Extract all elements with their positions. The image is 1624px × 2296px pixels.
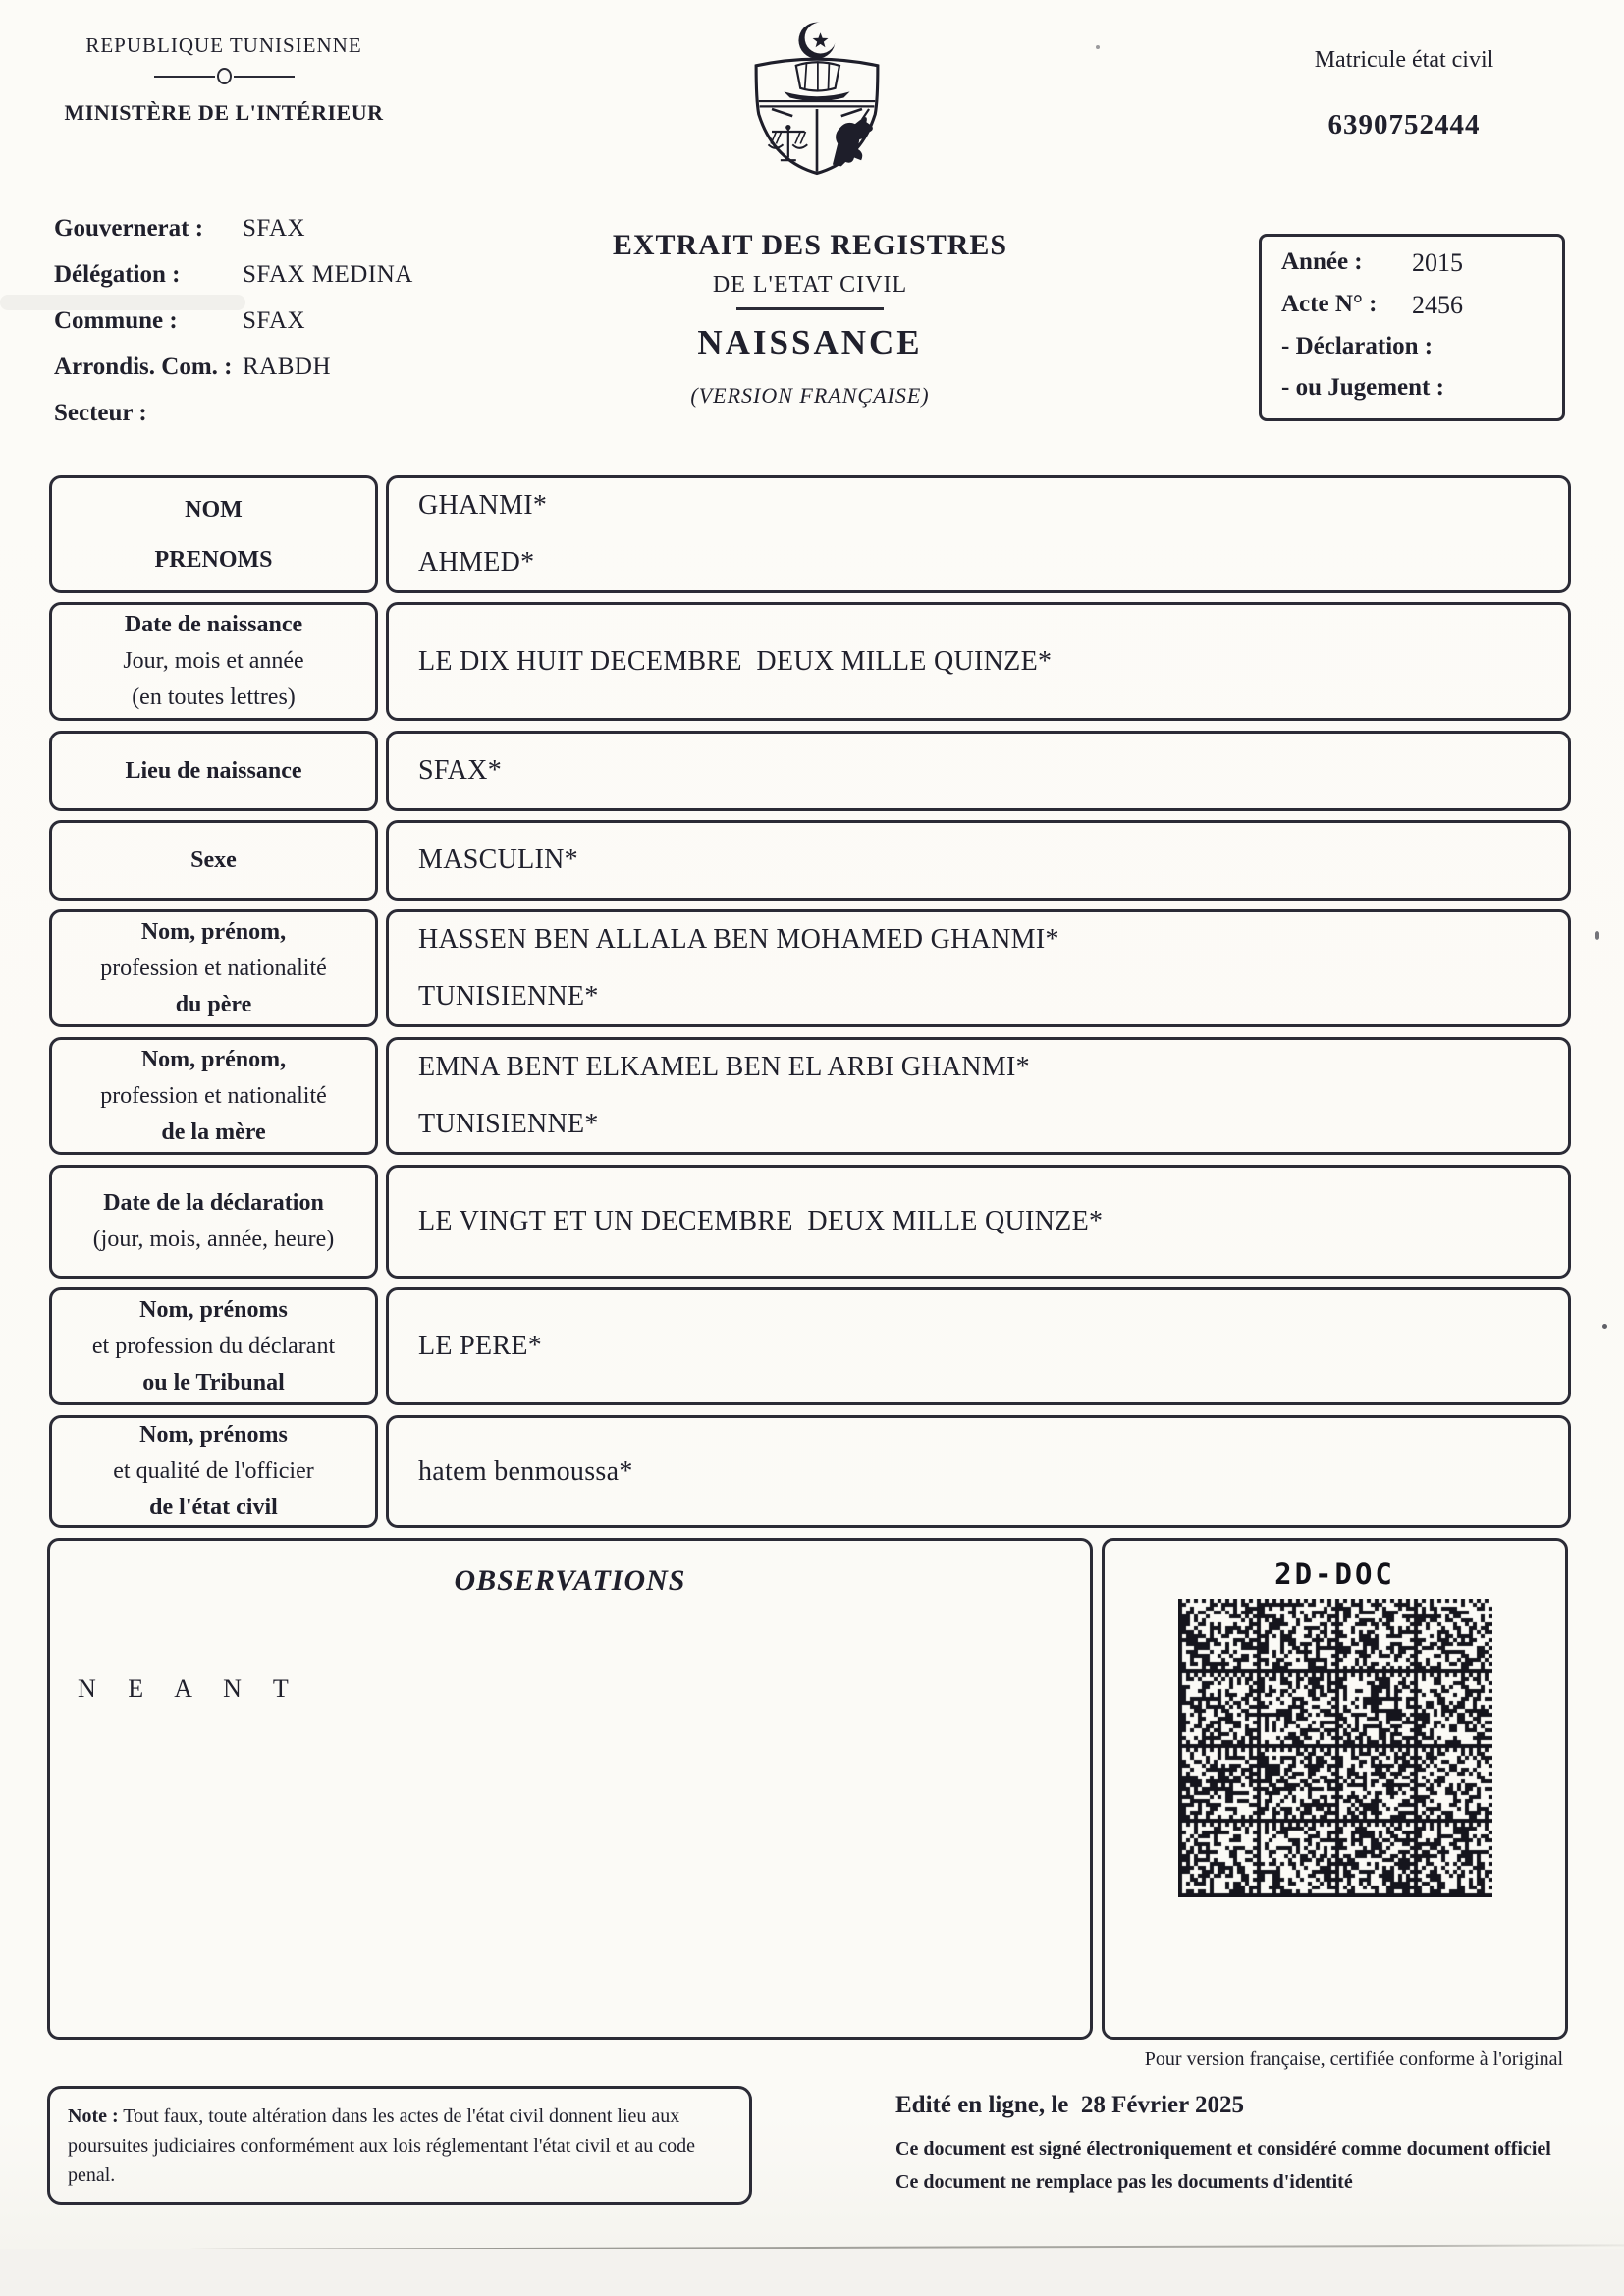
declaration-date-value: LE VINGT ET UN DECEMBRE DEUX MILLE QUINZE* bbox=[418, 1206, 1104, 1236]
table-row-declaration-date bbox=[49, 1165, 1571, 1279]
arrondissement-row bbox=[54, 353, 623, 382]
republic-title: REPUBLIQUE TUNISIENNE bbox=[85, 33, 362, 57]
mother-label3: de la mère bbox=[161, 1119, 266, 1145]
birth-date-value-cell bbox=[386, 602, 1571, 721]
jugement-label: - ou Jugement : bbox=[1281, 374, 1444, 402]
commune-value: SFAX bbox=[243, 307, 306, 334]
2d-doc-box bbox=[1102, 1538, 1568, 2040]
commune-label: Commune : bbox=[54, 307, 178, 334]
table-row-father bbox=[49, 909, 1571, 1027]
acte-number-row bbox=[1281, 290, 1543, 320]
sex-label: Sexe bbox=[190, 847, 237, 873]
officer-label-cell bbox=[49, 1415, 378, 1528]
declarant-label-cell bbox=[49, 1287, 378, 1405]
annee-value: 2015 bbox=[1412, 248, 1463, 277]
mother-label-cell bbox=[49, 1037, 378, 1155]
table-row-sex bbox=[49, 820, 1571, 901]
title-version: (VERSION FRANÇAISE) bbox=[690, 383, 930, 408]
divider-line bbox=[234, 76, 295, 78]
region-block bbox=[54, 214, 623, 445]
observations-box bbox=[47, 1538, 1093, 2040]
tunisia-coat-of-arms-icon bbox=[729, 12, 905, 182]
birth-date-value: LE DIX HUIT DECEMBRE DEUX MILLE QUINZE* bbox=[418, 645, 1053, 677]
arrondissement-label: Arrondis. Com. : bbox=[54, 354, 233, 380]
sex-value: MASCULIN* bbox=[418, 845, 578, 875]
father-label-cell bbox=[49, 909, 378, 1027]
father-name-value: HASSEN BEN ALLALA BEN MOHAMED GHANMI* bbox=[418, 924, 1059, 955]
secteur-label: Secteur : bbox=[54, 400, 147, 426]
legal-note-box bbox=[47, 2086, 752, 2205]
birth-place-value-cell bbox=[386, 731, 1571, 811]
delegation-row bbox=[54, 260, 623, 290]
table-row-birth-date bbox=[49, 602, 1571, 721]
2d-doc-label: 2D-DOC bbox=[1274, 1558, 1395, 1591]
officer-value: hatem benmoussa* bbox=[418, 1455, 633, 1487]
annee-row bbox=[1281, 247, 1543, 278]
acte-number-value: 2456 bbox=[1412, 291, 1463, 320]
birth-date-label: Date de naissance bbox=[124, 612, 303, 637]
table-row-mother bbox=[49, 1037, 1571, 1155]
signed-electronically-line: Ce document est signé électroniquement et considéré comme document officiel bbox=[895, 2138, 1551, 2159]
footer-right-block bbox=[895, 2092, 1602, 2194]
commune-row bbox=[54, 306, 623, 336]
mother-label1: Nom, prénom, bbox=[140, 1046, 287, 1072]
declaration-row bbox=[1281, 332, 1543, 361]
mother-value-cell bbox=[386, 1037, 1571, 1155]
father-label2: profession et nationalité bbox=[100, 955, 327, 981]
father-value-cell bbox=[386, 909, 1571, 1027]
officer-label2: et qualité de l'officier bbox=[113, 1458, 314, 1484]
gouvernerat-row bbox=[54, 214, 623, 244]
title-etat-civil: DE L'ETAT CIVIL bbox=[712, 272, 908, 298]
scan-smudge bbox=[0, 295, 245, 310]
delegation-label: Délégation : bbox=[54, 261, 181, 288]
note-label: Note : bbox=[68, 2105, 119, 2127]
nom-label: NOM bbox=[185, 496, 243, 522]
identity-disclaimer-line: Ce document ne remplace pas les documents d'identité bbox=[895, 2171, 1353, 2193]
scan-speck bbox=[1602, 1324, 1607, 1329]
jugement-row bbox=[1281, 373, 1543, 403]
father-label3: du père bbox=[175, 991, 252, 1017]
declaration-label: - Déclaration : bbox=[1281, 333, 1434, 360]
birth-place-value: SFAX* bbox=[418, 755, 503, 786]
gouvernerat-value: SFAX bbox=[243, 215, 306, 242]
acte-number-label: Acte N° : bbox=[1281, 291, 1378, 318]
officer-label1: Nom, prénoms bbox=[139, 1422, 288, 1448]
prenoms-label: PRENOMS bbox=[154, 546, 273, 573]
mother-label2: profession et nationalité bbox=[100, 1082, 327, 1109]
table-row-declarant bbox=[49, 1287, 1571, 1405]
table-row-birth-place bbox=[49, 731, 1571, 811]
ministry-title: MINISTÈRE DE L'INTÉRIEUR bbox=[64, 100, 384, 125]
certified-note: Pour version française, certifiée conforme à l'original bbox=[1144, 2049, 1563, 2070]
note-text: Tout faux, toute altération dans les actes de l'état civil donnent lieu aux poursuites judiciaires conformément aux lois réglementant l'état civil et au code penal. bbox=[68, 2105, 695, 2186]
declarant-label3: ou le Tribunal bbox=[142, 1369, 285, 1395]
declaration-date-value-cell bbox=[386, 1165, 1571, 1279]
scan-background-strip bbox=[0, 2249, 1624, 2296]
title-registres: EXTRAIT DES REGISTRES bbox=[612, 229, 1008, 261]
arrondissement-value: RABDH bbox=[243, 354, 332, 380]
observations-title: OBSERVATIONS bbox=[454, 1564, 686, 1597]
birth-date-label-cell bbox=[49, 602, 378, 721]
mother-nationality-value: TUNISIENNE* bbox=[418, 1109, 599, 1139]
delegation-value: SFAX MEDINA bbox=[243, 261, 413, 288]
acte-number-box bbox=[1259, 234, 1565, 421]
prenoms-value: AHMED* bbox=[418, 547, 535, 577]
father-label1: Nom, prénom, bbox=[140, 918, 287, 945]
document-title-block bbox=[555, 229, 1065, 409]
declarant-value-cell bbox=[386, 1287, 1571, 1405]
table-row-identity bbox=[49, 475, 1571, 593]
header-right bbox=[1218, 47, 1591, 141]
identity-value-cell bbox=[386, 475, 1571, 593]
2d-doc-barcode bbox=[1178, 1599, 1492, 1897]
declarant-label2: et profession du déclarant bbox=[91, 1333, 336, 1359]
secteur-row bbox=[54, 399, 623, 428]
birth-date-sublabel1: Jour, mois et année bbox=[123, 648, 304, 674]
divider-line bbox=[154, 76, 215, 78]
birth-date-sublabel2: (en toutes lettres) bbox=[132, 684, 296, 710]
divider-circle bbox=[217, 68, 232, 84]
identity-label-cell bbox=[49, 475, 378, 593]
declarant-value: LE PERE* bbox=[418, 1331, 543, 1361]
officer-value-cell bbox=[386, 1415, 1571, 1528]
observations-content: N E A N T bbox=[78, 1674, 301, 1703]
table-row-officer bbox=[49, 1415, 1571, 1528]
edited-online-line: Edité en ligne, le 28 Février 2025 bbox=[895, 2092, 1245, 2118]
birth-place-label-cell bbox=[49, 731, 378, 811]
annee-label: Année : bbox=[1281, 248, 1363, 275]
declarant-label1: Nom, prénoms bbox=[139, 1296, 288, 1323]
father-nationality-value: TUNISIENNE* bbox=[418, 981, 599, 1011]
matricule-value: 6390752444 bbox=[1327, 109, 1481, 140]
title-divider bbox=[736, 307, 884, 310]
declaration-date-label-cell bbox=[49, 1165, 378, 1279]
gouvernerat-label: Gouvernerat : bbox=[54, 215, 204, 242]
matricule-label: Matricule état civil bbox=[1314, 47, 1494, 73]
header-left bbox=[57, 33, 391, 126]
header-divider bbox=[57, 68, 391, 84]
sex-label-cell bbox=[49, 820, 378, 901]
scan-speck bbox=[1595, 931, 1599, 940]
title-acte-type: NAISSANCE bbox=[697, 323, 923, 361]
mother-name-value: EMNA BENT ELKAMEL BEN EL ARBI GHANMI* bbox=[418, 1052, 1030, 1082]
nom-value: GHANMI* bbox=[418, 490, 548, 520]
birth-place-label: Lieu de naissance bbox=[125, 757, 302, 784]
declaration-date-label: Date de la déclaration bbox=[103, 1190, 324, 1216]
declaration-date-sublabel: (jour, mois, année, heure) bbox=[92, 1227, 335, 1252]
officer-label3: de l'état civil bbox=[149, 1495, 278, 1520]
sex-value-cell bbox=[386, 820, 1571, 901]
scan-speck bbox=[1096, 45, 1100, 49]
